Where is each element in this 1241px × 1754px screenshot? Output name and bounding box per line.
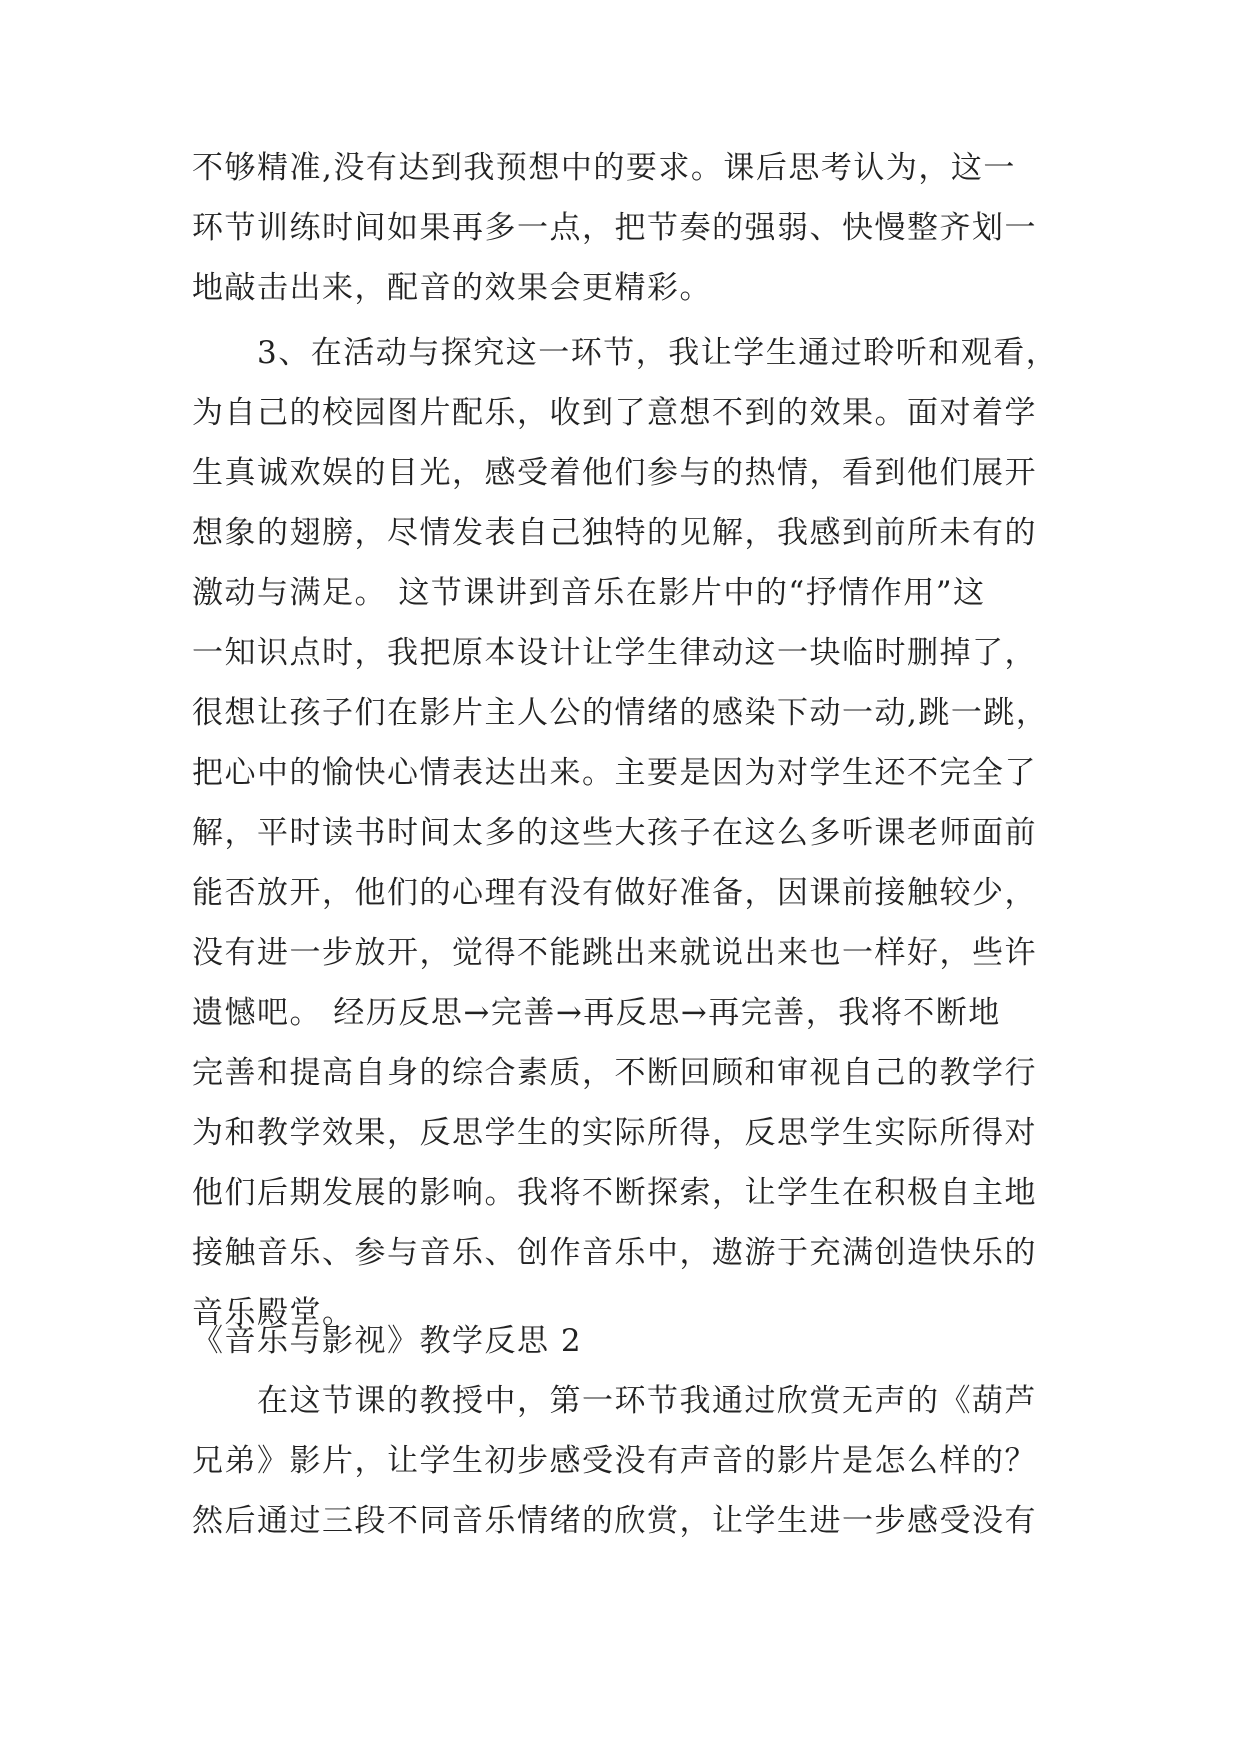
text-line: 接触音乐、参与音乐、创作音乐中，遨游于充满创造快乐的 xyxy=(192,1235,1037,1271)
text-line: 很想让孩子们在影片主人公的情绪的感染下动一动,跳一跳， xyxy=(192,695,1049,731)
text-line: 一知识点时，我把原本设计让学生律动这一块临时删掉了， xyxy=(192,635,1037,671)
text-line: 为自己的校园图片配乐，收到了意想不到的效果。面对着学 xyxy=(192,395,1037,431)
text-line: 不够精准,没有达到我预想中的要求。课后思考认为，这一 xyxy=(192,150,1016,186)
text-line: 没有进一步放开，觉得不能跳出来就说出来也一样好，些许 xyxy=(192,935,1037,971)
text-line: 为和教学效果，反思学生的实际所得，反思学生实际所得对 xyxy=(192,1115,1037,1151)
continued-paragraph xyxy=(192,138,1062,318)
text-line: 想象的翅膀，尽情发表自己独特的见解，我感到前所未有的 xyxy=(192,515,1037,551)
text-line: 音乐殿堂。 xyxy=(192,1295,355,1331)
text-line: 解，平时读书时间太多的这些大孩子在这么多听课老师面前 xyxy=(192,815,1037,851)
paragraph-3 xyxy=(192,323,1062,1343)
text-line: 在这节课的教授中，第一环节我通过欣赏无声的《葫芦 xyxy=(192,1383,1037,1419)
text-line: 3、在活动与探究这一环节，我让学生通过聆听和观看， xyxy=(192,335,1059,371)
text-line: 激动与满足。 这节课讲到音乐在影片中的“抒情作用”这 xyxy=(192,575,986,611)
text-line: 把心中的愉快心情表达出来。主要是因为对学生还不完全了 xyxy=(192,755,1037,791)
text-line: 遗憾吧。 经历反思→完善→再反思→再完善，我将不断地 xyxy=(192,995,1001,1031)
text-line: 他们后期发展的影响。我将不断探索，让学生在积极自主地 xyxy=(192,1175,1037,1211)
section-heading: 《音乐与影视》教学反思 2 xyxy=(192,1323,583,1359)
next-paragraph xyxy=(192,1371,1062,1551)
text-line: 环节训练时间如果再多一点，把节奏的强弱、快慢整齐划一 xyxy=(192,210,1037,246)
text-line: 然后通过三段不同音乐情绪的欣赏，让学生进一步感受没有 xyxy=(192,1503,1037,1539)
text-line: 完善和提高自身的综合素质，不断回顾和审视自己的教学行 xyxy=(192,1055,1037,1091)
section-heading-block xyxy=(192,1311,1062,1371)
text-line: 生真诚欢娱的目光，感受着他们参与的热情，看到他们展开 xyxy=(192,455,1037,491)
text-line: 兄弟》影片，让学生初步感受没有声音的影片是怎么样的？ xyxy=(192,1443,1037,1479)
text-line: 地敲击出来，配音的效果会更精彩。 xyxy=(192,270,712,306)
text-line: 能否放开，他们的心理有没有做好准备，因课前接触较少， xyxy=(192,875,1037,911)
